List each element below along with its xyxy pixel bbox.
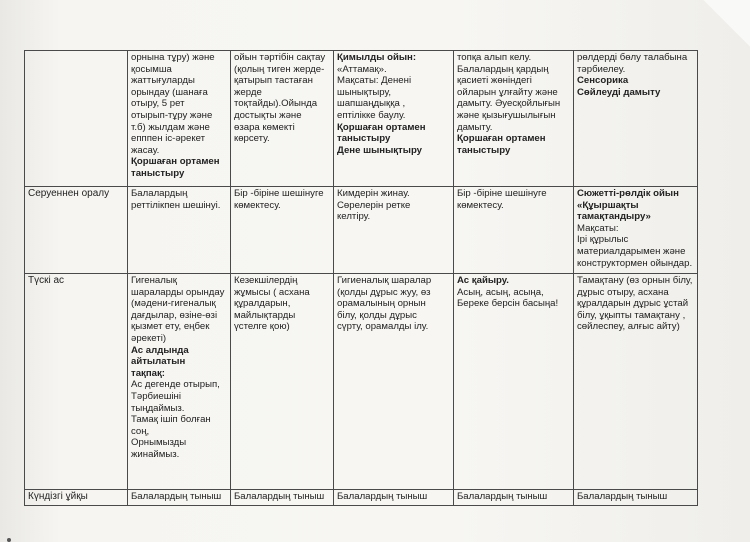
cell-line: жаттығуларды — [131, 75, 195, 87]
cell-line: тәрбиелеу. — [577, 63, 626, 75]
cell-line: дағдылар, өзіне-өзі — [131, 309, 218, 321]
cell-line: Тамақ ішіп болған — [131, 414, 211, 426]
cell-line: құралдарын, — [234, 298, 291, 310]
cell-line: отырып-тұру және — [131, 109, 213, 121]
cell-line: қасиеті жөніндегі — [457, 75, 532, 87]
cell-line: (қолың тиген жерде- — [234, 63, 325, 75]
table-cell — [454, 490, 574, 506]
table-cell — [454, 274, 574, 490]
cell-line: көмектесу. — [457, 199, 504, 211]
cell-line: таныстыру — [457, 144, 511, 156]
cell-line: дамыту. — [457, 121, 493, 133]
cell-line: (мәдени-гигеналық — [131, 298, 216, 310]
cell-line: Ірі құрылыс — [577, 234, 629, 246]
cell-line: Гигеналық — [131, 275, 177, 286]
table-cell — [334, 51, 454, 187]
cell-line: Қоршаған ортамен — [131, 156, 220, 168]
cell-line: өзара көмекті — [234, 121, 295, 133]
cell-line: Балалардың қардың — [457, 63, 549, 75]
cell-line: Орнымызды — [131, 437, 187, 449]
cell-line: келтіру. — [337, 211, 371, 223]
cell-line: орындау (шанаға — [131, 86, 208, 98]
cell-line: Балалардың тыныш — [131, 491, 222, 502]
cell-line: (қолды дұрыс жуу, өз — [337, 286, 431, 298]
table-cell — [231, 490, 334, 506]
cell-line: дұрыс отыру, асхана — [577, 286, 669, 298]
row-label: Серуеннен оралу — [25, 187, 128, 274]
cell-line: Балалардың тыныш — [577, 491, 668, 502]
cell-line: сөйлеспеу, алғыс айту) — [577, 321, 680, 333]
cell-line: білу, ұқыпты тамақтану , — [577, 309, 686, 321]
table-cell — [574, 490, 698, 506]
cell-line: Кезекшілердің — [234, 275, 298, 286]
table-cell — [128, 51, 231, 187]
cell-line: Қоршаған ортамен — [337, 121, 426, 133]
cell-line: құралдарын дұрыс ұстай — [577, 298, 689, 310]
cell-line: Балалардың — [131, 188, 188, 199]
cell-line: епппен іс-әрекет — [131, 133, 206, 145]
folded-corner — [695, 0, 750, 60]
table-row — [25, 51, 698, 187]
cell-line: конструктормен ойындар. — [577, 257, 693, 269]
cell-line: достықты және — [234, 109, 302, 121]
cell-line: Балалардың тыныш — [337, 491, 428, 502]
cell-line: соң, — [131, 425, 150, 437]
cell-line: сүрту, орамалды ілу. — [337, 321, 429, 333]
table-cell — [128, 187, 231, 274]
cell-line: ойын тәртібін сақтау — [234, 52, 326, 63]
cell-line: Сөрелерін ретке — [337, 199, 411, 211]
cell-line: әрекеті) — [131, 332, 167, 344]
cell-line: тыңдаймыз. — [131, 402, 185, 414]
cell-line: Ас дегенде отырып, — [131, 379, 220, 391]
cell-line: Сенсорика — [577, 75, 629, 87]
scan-speck — [7, 538, 11, 542]
table-row — [25, 274, 698, 490]
cell-line: білу, қолды дұрыс — [337, 309, 417, 321]
cell-line: қызмет ету, еңбек — [131, 321, 210, 333]
cell-line: жасау. — [131, 144, 160, 156]
cell-line: Тамақтану (өз орнын білу, — [577, 275, 693, 286]
cell-line: Мақсаты: Денені — [337, 75, 412, 87]
cell-line: орамалының орнын — [337, 298, 426, 310]
cell-line: «Аттамақ». — [337, 63, 387, 75]
cell-line: реттілікпен шешінуі. — [131, 199, 221, 211]
cell-line: шапшаңдыққа , — [337, 98, 406, 110]
cell-line: көрсету. — [234, 133, 270, 145]
cell-line: таныстыру — [131, 167, 185, 179]
cell-line: Бір -біріне шешінуге — [234, 188, 324, 199]
cell-line: Береке берсін басыңа! — [457, 298, 559, 310]
table-cell — [128, 274, 231, 490]
cell-line: Мақсаты: — [577, 222, 619, 234]
table-cell — [574, 51, 698, 187]
cell-line: Дене шынықтыру — [337, 144, 423, 156]
cell-line: айтылатын — [131, 356, 186, 368]
table-row — [25, 187, 698, 274]
table-cell — [454, 51, 574, 187]
cell-line: дамыту. Әуесқойлығын — [457, 98, 561, 110]
cell-line: отыру, 5 рет — [131, 98, 185, 110]
table-cell — [574, 274, 698, 490]
cell-line: рөлдерді бөлу талабына — [577, 52, 688, 63]
cell-line: Асың, асың, асыңа, — [457, 286, 544, 298]
cell-line: Гигиеналық шаралар — [337, 275, 432, 286]
table-cell — [334, 187, 454, 274]
cell-line: т.б) жылдам және — [131, 121, 210, 133]
cell-line: Сюжетті-рөлдік ойын — [577, 188, 679, 199]
cell-line: шынықтыру, — [337, 86, 392, 98]
cell-line: Қоршаған ортамен — [457, 133, 546, 145]
schedule-table — [24, 50, 698, 506]
cell-line: тақпақ: — [131, 367, 165, 379]
cell-line: Бір -біріне шешінуге — [457, 188, 547, 199]
cell-line: қосымша — [131, 63, 172, 75]
cell-line: материалдарымен және — [577, 245, 686, 257]
cell-line: үстелге қою) — [234, 321, 290, 333]
cell-line: Тәрбиешіні — [131, 390, 181, 402]
table-cell — [574, 187, 698, 274]
cell-line: «Құыршақты — [577, 199, 639, 211]
row-label — [25, 51, 128, 187]
row-label: Күндізгі ұйқы — [25, 490, 128, 506]
cell-line: майлықтарды — [234, 309, 296, 321]
cell-line: шараларды орындау — [131, 286, 225, 298]
cell-line: және қызығушылығын — [457, 109, 556, 121]
cell-line: топқа алып келу. — [457, 52, 532, 63]
table-cell — [128, 490, 231, 506]
cell-line: таныстыру — [337, 133, 391, 145]
cell-line: тамақтандыру» — [577, 211, 651, 223]
cell-line: ойларын ұлғайту және — [457, 86, 558, 98]
cell-line: Ас алдында — [131, 344, 189, 356]
table-cell — [231, 274, 334, 490]
row-label: Түскі ас — [25, 274, 128, 490]
table-cell — [454, 187, 574, 274]
cell-line: Балалардың тыныш — [234, 491, 325, 502]
cell-line: ептілікке баулу. — [337, 109, 406, 121]
cell-line: жинаймыз. — [131, 448, 180, 460]
cell-line: Кимдерін жинау. — [337, 188, 410, 199]
cell-line: жерде — [234, 86, 262, 98]
table-row — [25, 490, 698, 506]
table-cell — [334, 490, 454, 506]
cell-line: Сөйлеуді дамыту — [577, 86, 661, 98]
cell-line: орнына тұру) және — [131, 52, 215, 63]
cell-line: Балалардың тыныш — [457, 491, 548, 502]
table-cell — [231, 51, 334, 187]
table-cell — [231, 187, 334, 274]
table-cell — [334, 274, 454, 490]
cell-line: тоқтайды).Ойында — [234, 98, 318, 110]
cell-line: көмектесу. — [234, 199, 281, 211]
cell-line: жұмысы ( асхана — [234, 286, 310, 298]
cell-line: Қимылды ойын: — [337, 52, 417, 63]
cell-line: қатырып тастаған — [234, 75, 313, 87]
cell-line: Ас қайыру. — [457, 275, 509, 286]
